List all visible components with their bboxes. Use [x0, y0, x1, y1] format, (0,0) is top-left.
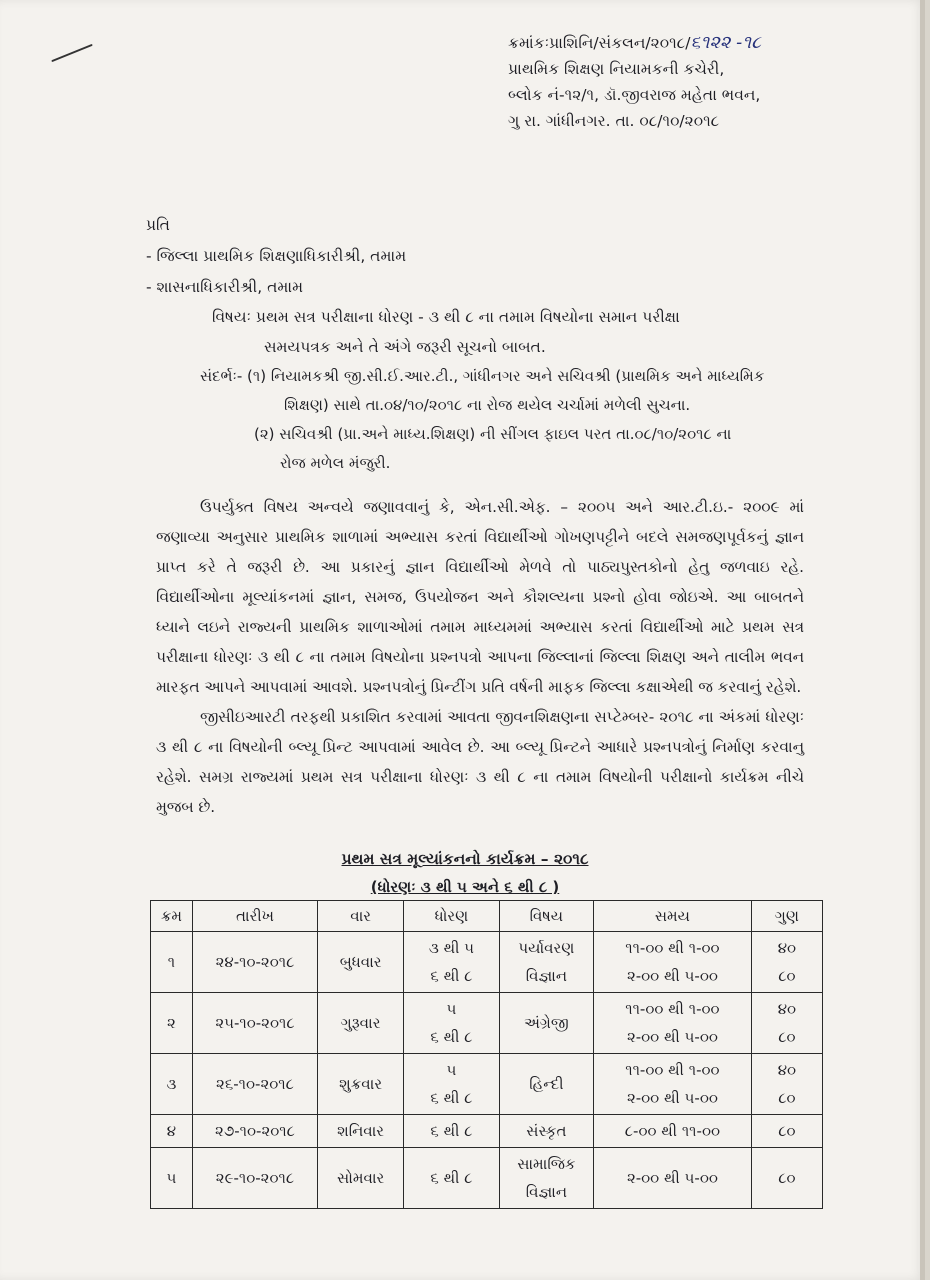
cell-subject: અંગ્રેજી	[499, 993, 593, 1054]
reference-line: રોજ મળેલ મંજુરી.	[280, 454, 391, 472]
subject-line: પર્યાવરણ	[518, 939, 575, 957]
cell-day: ગુરૂવાર	[318, 993, 404, 1054]
cell-date: ૨૫-૧૦-૨૦૧૮	[192, 993, 317, 1054]
table-row	[151, 932, 823, 993]
subject-line: સામાજિક	[517, 1155, 576, 1173]
cell-kram: ૨	[151, 993, 193, 1054]
standard-line: ૬ થી ૮	[430, 967, 473, 985]
subject-line: વિષયઃ પ્રથમ સત્ર પરીક્ષાના ધોરણ - ૩ થી ૮ ના તમામ વિષયોના સમાન પરીક્ષા	[212, 308, 680, 326]
time-line: ૧૧-૦૦ થી ૧-૦૦	[625, 939, 720, 957]
cell-standard: ૬ થી ૮	[404, 1148, 500, 1209]
standard-line: ૫	[446, 1000, 457, 1018]
subject-line: વિજ્ઞાન	[525, 967, 568, 985]
cell-standard	[404, 1054, 500, 1115]
cell-marks	[751, 993, 822, 1054]
subject-line: વિજ્ઞાન	[525, 1183, 568, 1201]
recipients-block	[146, 210, 406, 303]
cell-day: શુક્રવાર	[318, 1054, 404, 1115]
reference-line: સંદર્ભઃ- (૧) નિયામકશ્રી જી.સી.ઈ.આર.ટી., ગાંધીનગર અને સચિવશ્રી (પ્રાથમિક અને માધ્યમિક	[200, 367, 765, 385]
column-header: વિષય	[499, 901, 593, 932]
cell-subject: હિન્દી	[499, 1054, 593, 1115]
office-name: પ્રાથમિક શિક્ષણ નિયામકની કચેરી,	[508, 60, 725, 78]
recipient-line: - જિલ્લા પ્રાથમિક શિક્ષણાધિકારીશ્રી, તમામ	[146, 247, 407, 265]
cell-subject	[499, 1148, 593, 1209]
exam-schedule-table	[150, 900, 823, 1209]
cell-standard: ૬ થી ૮	[404, 1115, 500, 1148]
cell-marks: ૮૦	[751, 1115, 822, 1148]
time-line: ૨-૦૦ થી ૫-૦૦	[626, 1089, 718, 1107]
marks-line: ૪૦	[777, 1061, 797, 1079]
cell-subject: સંસ્કૃત	[499, 1115, 593, 1148]
standard-line: ૬ થી ૮	[430, 1028, 473, 1046]
letter-header	[508, 30, 761, 134]
time-line: ૧૧-૦૦ થી ૧-૦૦	[625, 1061, 720, 1079]
subject-line: સમયપત્રક અને તે અંગે જરૂરી સૂચનો બાબત.	[264, 338, 546, 356]
cell-day: બુધવાર	[318, 932, 404, 993]
cell-kram: ૩	[151, 1054, 193, 1115]
column-header: તારીખ	[192, 901, 317, 932]
schedule-title: પ્રથમ સત્ર મૂલ્યાંકનનો કાર્યક્રમ – ૨૦૧૮	[341, 850, 589, 868]
table-row	[151, 993, 823, 1054]
subject-block	[212, 302, 812, 362]
column-header: વાર	[318, 901, 404, 932]
office-address: બ્લોક નં-૧૨/૧, ડૉ.જીવરાજ મહેતા ભવન,	[508, 86, 761, 104]
reference-line: શિક્ષણ) સાથે તા.૦૪/૧૦/૨૦૧૮ ના રોજ થયેલ ચર્ચામાં મળેલી સુચના.	[284, 396, 691, 414]
cell-standard	[404, 993, 500, 1054]
cell-kram: ૪	[151, 1115, 193, 1148]
cell-date: ૨૯-૧૦-૨૦૧૮	[192, 1148, 317, 1209]
recipient-line: - શાસનાધિકારીશ્રી, તમામ	[146, 278, 304, 296]
handwritten-reference: ૬૧૨૨ -૧૮	[690, 32, 761, 53]
reference-line: (૨) સચિવશ્રી (પ્રા.અને માધ્ય.શિક્ષણ) ની સીંગલ ફાઇલ પરત તા.૦૮/૧૦/૨૦૧૮ ના	[254, 425, 732, 443]
cell-kram: ૫	[151, 1148, 193, 1209]
table-row	[151, 1148, 823, 1209]
marks-line: ૮૦	[778, 1089, 796, 1107]
standard-line: ૫	[446, 1061, 457, 1079]
cell-standard	[404, 932, 500, 993]
place-date: ગુ રા. ગાંધીનગર. તા. ૦૮/૧૦/૨૦૧૮	[508, 112, 720, 130]
marks-line: ૪૦	[777, 1000, 797, 1018]
cell-day: શનિવાર	[318, 1115, 404, 1148]
time-line: ૨-૦૦ થી ૫-૦૦	[626, 967, 718, 985]
column-header: ધોરણ	[404, 901, 500, 932]
body-paragraph: ઉપર્યુક્ત વિષય અન્વયે જણાવવાનું કે, એન.સી.એફ. – ૨૦૦૫ અને આર.ટી.ઇ.- ૨૦૦૯ માં જણાવ્યા અનુસાર પ્રાથમિક શાળામાં અભ્યાસ કરતાં વિદ્યાર્થીઓ ગોખણપટ્ટીને બદલે સમજણપૂર્વકનું જ્ઞાન પ્રાપ્ત કરે તે જરૂરી છે. આ પ્રકારનું જ્ઞાન વિદ્યાર્થીઓ મેળવે તો પાઠ્યપુસ્તકોનો હેતુ જળવાઇ રહે. વિદ્યાર્થીઓના મૂલ્યાંકનમાં જ્ઞાન, સમજ, ઉપયોજન અને કૌશલ્યના પ્રશ્નો હોવા જોઇએ. આ બાબતને ધ્યાને લઇને રાજ્યની પ્રાથમિક શાળાઓમાં તમામ માધ્યમમાં અભ્યાસ કરતાં વિદ્યાર્થીઓ માટે પ્રથમ સત્ર પરીક્ષાના ધોરણઃ ૩ થી ૮ ના તમામ વિષયોના પ્રશ્નપત્રો આપના જિલ્લાનાં જિલ્લા શિક્ષણ અને તાલીમ ભવન મારફત આપને આપવામાં આવશે. પ્રશ્નપત્રોનું પ્રિન્ટીંગ પ્રતિ વર્ષની માફક જિલ્લા કક્ષાએથી જ કરવાનું રહેશે.	[156, 498, 804, 696]
cell-date: ૨૪-૧૦-૨૦૧૮	[192, 932, 317, 993]
body-paragraph: જીસીઇઆરટી તરફથી પ્રકાશિત કરવામાં આવતા જીવનશિક્ષણના સપ્ટેમ્બર- ૨૦૧૮ ના અંકમાં ધોરણઃ ૩ થી ૮ ના વિષયોની બ્લ્યૂ પ્રિન્ટ આપવામાં આવેલ છે. આ બ્લ્યૂ પ્રિન્ટને આધારે પ્રશ્નપત્રોનું નિર્માણ કરવાનુ રહેશે. સમગ્ર રાજ્યમાં પ્રથમ સત્ર પરીક્ષાના ધોરણઃ ૩ થી ૮ ના તમામ વિષયોની પરીક્ષાનો કાર્યક્રમ નીચે મુજબ છે.	[156, 708, 804, 816]
cell-time: ૨-૦૦ થી ૫-૦૦	[594, 1148, 752, 1209]
cell-date: ૨૭-૧૦-૨૦૧૮	[192, 1115, 317, 1148]
cell-time	[594, 1054, 752, 1115]
marks-line: ૪૦	[777, 939, 797, 957]
reference-label: ક્રમાંકઃપ્રાશિનિ/સંકલન/૨૦૧૮/	[508, 34, 691, 52]
cell-marks	[751, 1054, 822, 1115]
cell-marks: ૮૦	[751, 1148, 822, 1209]
standard-line: ૩ થી ૫	[428, 939, 475, 957]
schedule-subtitle: (ધોરણઃ ૩ થી ૫ અને ૬ થી ૮ )	[370, 878, 560, 896]
column-header: ક્રમ	[151, 901, 193, 932]
standard-line: ૬ થી ૮	[430, 1089, 473, 1107]
cell-time	[594, 993, 752, 1054]
cell-marks	[751, 932, 822, 993]
column-header: સમય	[594, 901, 752, 932]
pen-mark	[51, 44, 93, 62]
cell-kram: ૧	[151, 932, 193, 993]
prati-label: પ્રતિ	[146, 216, 170, 234]
letter-body	[156, 492, 804, 822]
cell-time: ૮-૦૦ થી ૧૧-૦૦	[594, 1115, 752, 1148]
table-row	[151, 1054, 823, 1115]
time-line: ૧૧-૦૦ થી ૧-૦૦	[625, 1000, 720, 1018]
table-header-row	[151, 901, 823, 932]
time-line: ૨-૦૦ થી ૫-૦૦	[626, 1028, 718, 1046]
cell-day: સોમવાર	[318, 1148, 404, 1209]
marks-line: ૮૦	[778, 967, 796, 985]
cell-subject	[499, 932, 593, 993]
references-block	[200, 362, 810, 478]
cell-date: ૨૬-૧૦-૨૦૧૮	[192, 1054, 317, 1115]
reference-number	[508, 30, 761, 56]
marks-line: ૮૦	[778, 1028, 796, 1046]
column-header: ગુણ	[751, 901, 822, 932]
page-edge	[920, 0, 925, 1280]
cell-time	[594, 932, 752, 993]
table-row	[151, 1115, 823, 1148]
